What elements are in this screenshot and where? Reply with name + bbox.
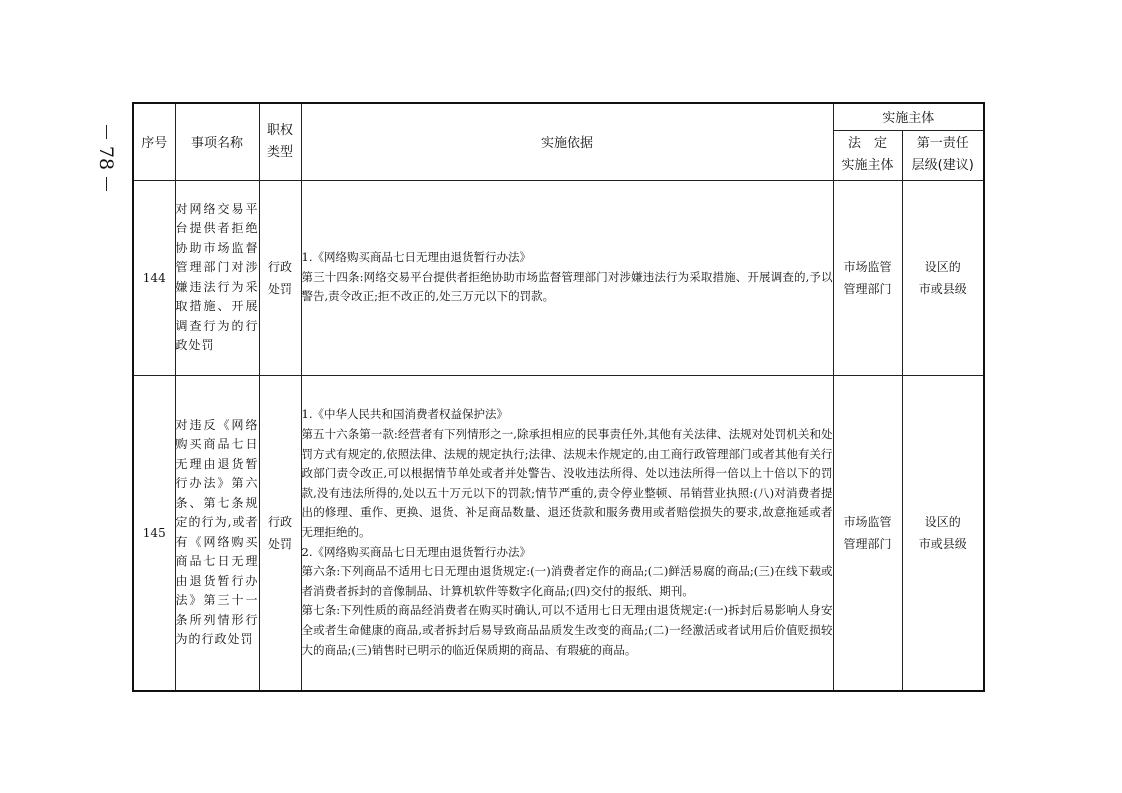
enforcement-table xyxy=(132,102,985,692)
row-responsibility-level xyxy=(902,180,984,375)
row-legal-subject xyxy=(833,180,902,375)
header-category xyxy=(259,103,301,180)
header-basis: 实施依据 xyxy=(301,103,833,180)
header-legal-subject-line1: 法 定 xyxy=(847,136,887,151)
header-legal-subject-line2: 实施主体 xyxy=(841,158,894,173)
page-number-dash-top xyxy=(106,125,107,139)
row-level-line1: 设区的 xyxy=(924,514,961,529)
row-legal-subject-line2: 管理部门 xyxy=(843,281,892,296)
header-first-level-line2: 层级(建议) xyxy=(911,158,974,173)
row-responsibility-level xyxy=(902,375,984,691)
page-number-text: 78 xyxy=(95,145,117,171)
row-category-line1: 行政 xyxy=(267,514,292,529)
header-first-level xyxy=(902,130,984,180)
basis-paragraph: 第七条:下列性质的商品经消费者在购买时确认,可以不适用七日无理由退货规定:(一)拆封后易影响人身安全或者生命健康的商品,或者拆封后易导致商品品质发生改变的商品;(二)一经激活或者试用后价值贬损较大的商品;(三)销售时已明示的临近保质期的商品、有瑕疵的商品。 xyxy=(301,603,833,657)
header-subject-group: 实施主体 xyxy=(833,103,984,130)
row-category-line2: 处罚 xyxy=(267,536,292,551)
row-basis xyxy=(301,375,833,691)
row-item-name: 对网络交易平台提供者拒绝协助市场监督管理部门对涉嫌违法行为采取措施、开展调查行为的行政处罚 xyxy=(175,180,259,375)
row-legal-subject xyxy=(833,375,902,691)
basis-paragraph: 第六条:下列商品不适用七日无理由退货规定:(一)消费者定作的商品;(二)鲜活易腐的商品;(三)在线下载或者消费者拆封的音像制品、计算机软件等数字化商品;(四)交付的报纸、期刊。 xyxy=(301,564,833,598)
row-level-line2: 市或县级 xyxy=(918,536,967,551)
row-item-name: 对违反《网络购买商品七日无理由退货暂行办法》第六条、第七条规定的行为,或者有《网络购买商品七日无理由退货暂行办法》第三十一条所列情形行为的行政处罚 xyxy=(175,375,259,691)
row-legal-subject-line2: 管理部门 xyxy=(843,536,892,551)
page-number-dash-bottom xyxy=(106,177,107,191)
header-first-level-line1: 第一责任 xyxy=(916,136,969,151)
header-category-line1: 职权 xyxy=(266,122,293,138)
table-row xyxy=(133,180,984,375)
row-legal-subject-line1: 市场监管 xyxy=(843,514,892,529)
row-legal-subject-line1: 市场监管 xyxy=(843,259,892,274)
header-legal-subject xyxy=(833,130,902,180)
header-name: 事项名称 xyxy=(175,103,259,180)
row-seq: 144 xyxy=(133,180,175,375)
basis-paragraph: 第五十六条第一款:经营者有下列情形之一,除承担相应的民事责任外,其他有关法律、法规对处罚机关和处罚方式有规定的,依照法律、法规的规定执行;法律、法规未作规定的,由工商行政管理部门或者其他有关行政部门责令改正,可以根据情节单处或者并处警告、没收违法所得、处以违法所得一倍以上十倍以下的罚款,没有违法所得的,处以五十万元以下的罚款;情节严重的,责令停业整顿、吊销营业执照:(八)对消费者提出的修理、重作、更换、退货、补足商品数量、退还货款和服务费用或者赔偿损失的要求,故意拖延或者无理拒绝的。 xyxy=(301,426,833,539)
row-level-line1: 设区的 xyxy=(924,259,961,274)
row-level-line2: 市或县级 xyxy=(918,281,967,296)
table-row xyxy=(133,375,984,691)
basis-paragraph: 1.《中华人民共和国消费者权益保护法》 xyxy=(301,407,508,422)
row-seq: 145 xyxy=(133,375,175,691)
header-seq: 序号 xyxy=(133,103,175,180)
row-category-line1: 行政 xyxy=(267,259,292,274)
header-category-line2: 类型 xyxy=(266,144,293,160)
basis-paragraph: 第三十四条:网络交易平台提供者拒绝协助市场监督管理部门对涉嫌违法行为采取措施、开展调查的,予以警告,责令改正;拒不改正的,处三万元以下的罚款。 xyxy=(301,269,833,304)
row-basis xyxy=(301,180,833,375)
basis-paragraph: 1.《网络购买商品七日无理由退货暂行办法》 xyxy=(301,250,531,265)
row-category xyxy=(259,375,301,691)
row-category-line2: 处罚 xyxy=(267,281,292,296)
basis-paragraph: 2.《网络购买商品七日无理由退货暂行办法》 xyxy=(301,544,531,559)
page-number xyxy=(86,118,126,198)
row-category xyxy=(259,180,301,375)
